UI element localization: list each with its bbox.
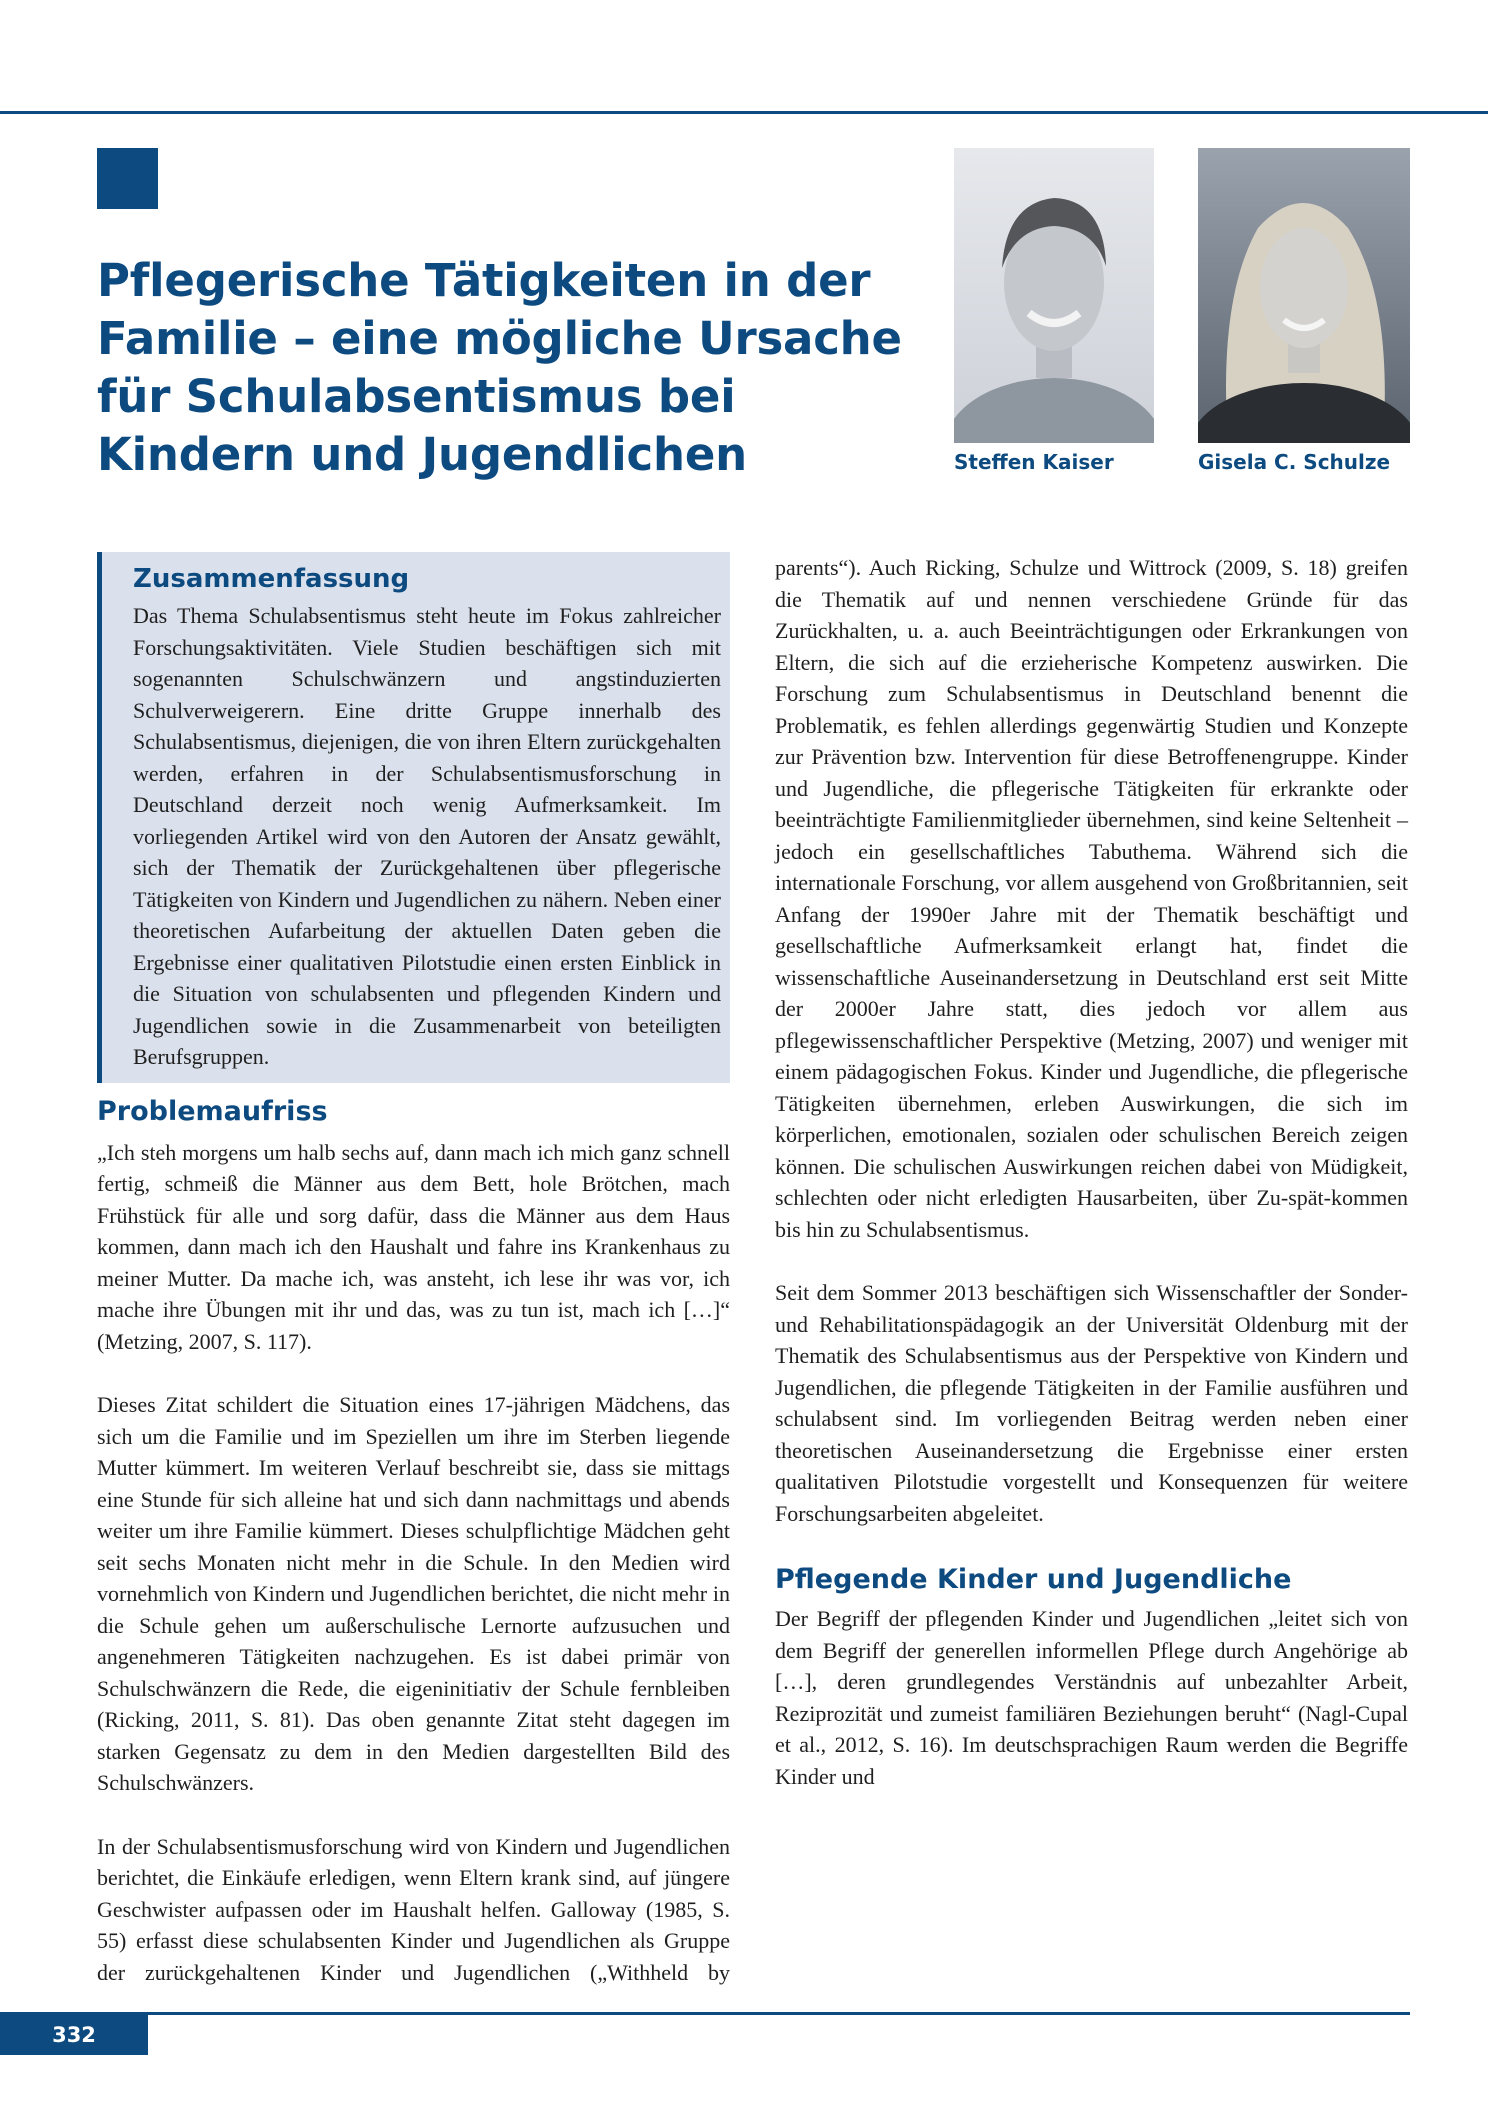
page-number: 332 [0, 2015, 148, 2055]
abstract-text: Das Thema Schulabsentismus steht heute im Fokus zahlreicher Forschungsaktivitäten. Viele Studien beschäftigen sich mit sogenannten Schulschwänzern und angstinduzierten Schulverweigerern. Eine dritte Gruppe innerhalb des Schulabsentismus, diejenigen, die von ihren Eltern zurückgehalten werden, erfahren in der Schulabsentismusforschung in Deutschland derzeit noch wenig Aufmerksamkeit. Im vorliegenden Artikel wird von den Autoren der Ansatz gewählt, sich der Thematik der Zurückgehaltenen über pflegerische Tätigkeiten von Kindern und Jugendlichen zu nähern. Neben einer theoretischen Aufarbeitung der aktuellen Daten geben die Ergebnisse einer qualitativen Pilotstudie einen ersten Einblick in die Situation von schulabsenten und pflegenden Kindern und Jugendlichen sowie in die Zusammenarbeit von beteiligten Berufsgruppen. [133, 603, 721, 1069]
portrait-man-image [954, 148, 1154, 443]
section-marker-square [97, 148, 158, 209]
abstract-heading: Zusammenfassung [133, 564, 410, 594]
author-photo-2 [1198, 148, 1410, 443]
bottom-rule [0, 2012, 1410, 2015]
paragraph: Seit dem Sommer 2013 beschäftigen sich Wissenschaftler der Sonder- und Rehabilitationspädagogik an der Universität Oldenburg mit der Thematik des Schulabsentismus aus der Perspektive von Kindern und Jugendlichen, die pflegende Tätigkeiten in der Familie ausführen und schulabsent sind. Im vorliegenden Beitrag werden neben einer theoretischen Auseinandersetzung die Ergebnisse einer ersten qualitativen Pilotstudie vorgestellt und Konsequenzen für weitere Forschungsarbeiten abgeleitet. [775, 1280, 1408, 1526]
paragraph-continued: parents“). Auch Ricking, Schulze und Wittrock (2009, S. 18) greifen die Thematik auf und nennen verschiedene Gründe für das Zurückhalten, u. a. auch Beeinträchtigungen oder Erkrankungen von Eltern, die sich auf die erzieherische Kompetenz auswirken. Die Forschung zum Schulabsentismus in Deutschland benennt die Problematik, es fehlen allerdings gegenwärtig Studien und Konzepte zur Prävention bzw. Intervention für diese Betroffenengruppe. Kinder und Jugendliche, die pflegerische Tätigkeiten für erkrankte oder beeinträchtigte Familienmitglieder übernehmen, sind keine Seltenheit – jedoch ein gesellschaftliches Tabuthema. Während sich die internationale Forschung, vor allem ausgehend von Großbritannien, seit Anfang der 1990er Jahre mit der Thematik beschäftigt und gesellschaftliche Aufmerksamkeit erlangt hat, findet die wissenschaftliche Auseinandersetzung in Deutschland erst seit Mitte der 2000er Jahre statt, dies jedoch vor allem aus pflegewissenschaftlicher Perspektive (Metzing, 2007) und weniger mit einem pädagogischen Fokus. Kinder und Jugendliche, die pflegerische Tätigkeiten übernehmen, erleben Auswirkungen, die sich im körperlichen, emotionalen, sozialen oder schulischen Bereich zeigen können. Die schulischen Auswirkungen reichen dabei von Müdigkeit, schlechten oder nicht erledigten Hausarbeiten, über Zu-spät-kommen bis hin zu Schulabsentismus. [775, 555, 1408, 1242]
paragraph: Dieses Zitat schildert die Situation eines 17-jährigen Mädchens, das sich um die Familie und im Speziellen um ihre im Sterben liegende Mutter kümmert. Im weiteren Verlauf beschreibt sie, dass sie mittags eine Stunde für sich alleine hat und sich dann nachmittags und abends weiter um ihre Familie kümmert. Dieses schulpflichtige Mädchen geht seit sechs Monaten nicht mehr in die Schule. In den Medien wird vornehmlich von Kindern und Jugendlichen berichtet, die nicht mehr in die Schule gehen um außerschulische Lernorte aufzusuchen und angenehmeren Tätigkeiten nachzugehen. Es ist dabei primär von Schulschwänzern die Rede, die eigeninitiativ der Schule fernbleiben (Ricking, 2011, S. 81). Das oben genannte Zitat steht dagegen im starken Gegensatz zu dem in den Medien dargestellten Bild des Schulschwänzers. [97, 1392, 730, 1795]
author-photo-1 [954, 148, 1154, 443]
left-column [97, 552, 730, 1988]
article-title: Pflegerische Tätigkeiten in der Familie – eine mögliche Ursache für Schulabsentismus bei Kindern und Jugendlichen [97, 254, 902, 481]
right-column [775, 552, 1408, 1792]
top-rule [0, 111, 1488, 114]
paragraph: „Ich steh morgens um halb sechs auf, dann mach ich mich ganz schnell fertig, schmeiß die Männer aus dem Bett, hole Brötchen, mach Frühstück für alle und sorg dafür, dass die Männer aus dem Haus kommen, dann mach ich den Haushalt und fahre ins Krankenhaus zu meiner Mutter. Da mache ich, was ansteht, ich lese ihr was vor, ich mache ihre Übungen mit ihr und das, was zu tun ist, mach ich […]“ (Metzing, 2007, S. 117). [97, 1139, 730, 1354]
paragraph: In der Schulabsentismusforschung wird von Kindern und Jugendlichen berichtet, die Einkäufe erledigen, wenn Eltern krank sind, auf jüngere Geschwister aufpassen oder im Haushalt helfen. Galloway (1985, S. 55) erfasst diese schulabsenten Kinder und Jugendlichen als Gruppe der zurückgehaltenen Kinder und Jugendlichen („Withheld by [97, 1833, 730, 1985]
paragraph: Der Begriff der pflegenden Kinder und Jugendlichen „leitet sich von dem Begriff der generellen informellen Pflege durch Angehörige ab […], deren grundlegendes Verständnis auf unbezahlter Arbeit, Reziprozität und zumeist familiären Beziehungen beruht“ (Nagl-Cupal et al., 2012, S. 16). Im deutschsprachigen Raum werden die Begriffe Kinder und [775, 1606, 1408, 1789]
section-heading-problemaufriss: Problemaufriss [97, 1095, 328, 1127]
portrait-woman-image [1198, 148, 1410, 443]
author-name-1: Steffen Kaiser [954, 450, 1114, 474]
author-name-2: Gisela C. Schulze [1198, 450, 1391, 474]
section-heading-pflegende-kinder: Pflegende Kinder und Jugendliche [775, 1564, 1292, 1595]
abstract-box [97, 552, 730, 1083]
